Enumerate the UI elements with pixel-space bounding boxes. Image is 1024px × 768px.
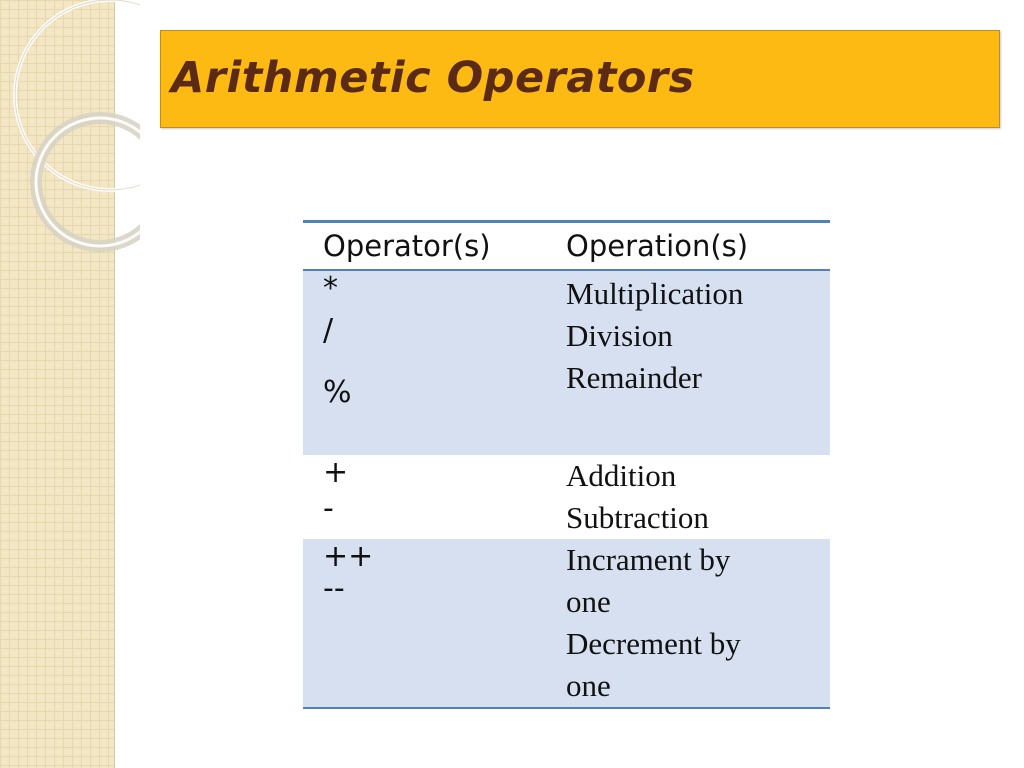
operation-cell: Decrement by xyxy=(566,626,741,661)
operation-cell: Subtraction xyxy=(566,500,709,535)
decorative-circles xyxy=(0,0,140,300)
table-header xyxy=(303,220,830,271)
table-row-additive xyxy=(303,455,830,539)
operation-cell: Incrament by xyxy=(566,542,731,577)
operator-cell: + xyxy=(323,455,349,490)
title-bar xyxy=(160,30,1000,128)
operation-cell: Division xyxy=(566,318,673,353)
table-row-multiplicative xyxy=(303,271,830,455)
operation-cell: Remainder xyxy=(566,360,703,395)
table-row-increment xyxy=(303,539,830,709)
operators-table xyxy=(303,220,830,709)
operator-cell: ++ xyxy=(323,539,374,574)
header-operation: Operation(s) xyxy=(566,229,749,263)
operator-cell: - xyxy=(323,491,334,526)
operation-cell: Addition xyxy=(566,458,677,493)
operation-cell: Multiplication xyxy=(566,276,744,311)
operator-cell: * xyxy=(323,271,338,306)
operator-cell: -- xyxy=(323,571,345,606)
operation-cell: one xyxy=(566,668,611,703)
header-operator: Operator(s) xyxy=(323,229,491,263)
operator-cell: % xyxy=(323,375,352,410)
operation-cell: one xyxy=(566,584,611,619)
operator-cell: / xyxy=(323,313,334,348)
slide-title: Arithmetic Operators xyxy=(171,53,695,103)
